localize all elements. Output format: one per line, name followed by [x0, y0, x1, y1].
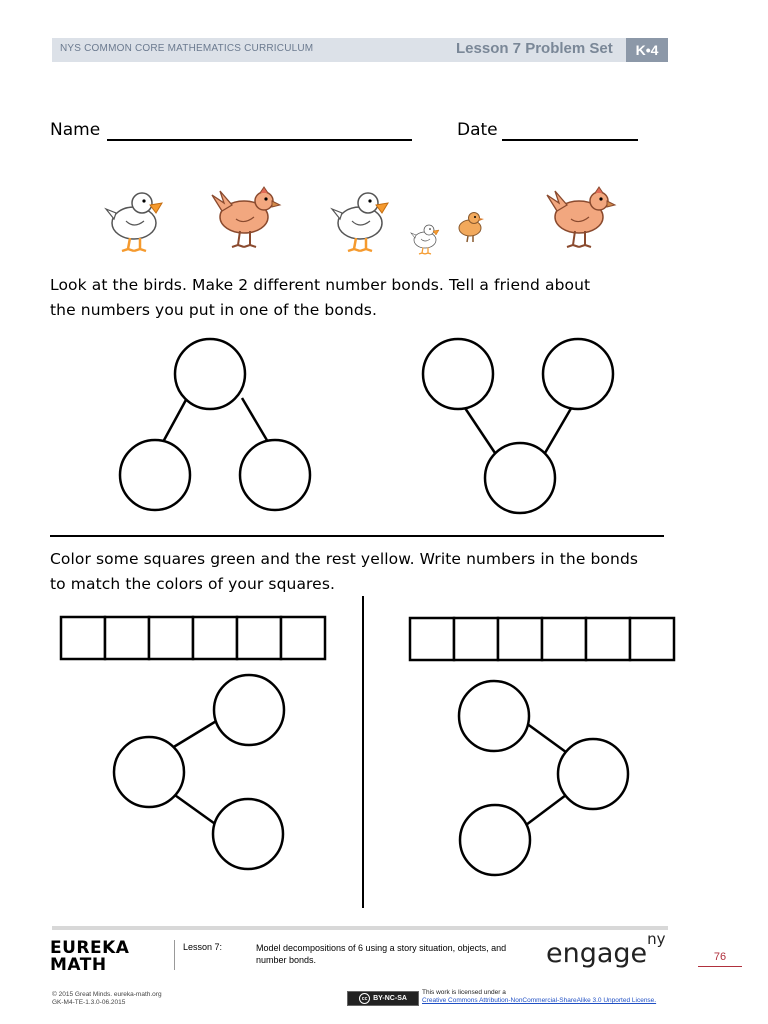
problem2-drawing	[0, 600, 768, 900]
bond-part-circle[interactable]	[240, 440, 310, 510]
engage-text: engage	[546, 938, 648, 969]
color-square[interactable]	[586, 618, 630, 660]
problem2-instruction-line1: Color some squares green and the rest yellow. Write numbers in the bonds	[50, 550, 639, 568]
problem1-instruction-line1: Look at the birds. Make 2 different number bonds. Tell a friend about	[50, 276, 591, 294]
date-label: Date	[457, 120, 498, 140]
engage-sup: ny	[647, 930, 666, 948]
duck-1-icon	[106, 193, 162, 251]
footer-divider	[174, 940, 175, 970]
hen-1-icon	[212, 187, 280, 247]
bond-line	[172, 720, 218, 748]
logo-line2: MATH	[50, 955, 107, 975]
cc-license-badge	[347, 991, 419, 1006]
curriculum-title: NYS COMMON CORE MATHEMATICS CURRICULUM	[60, 43, 314, 54]
duckling-icon	[411, 225, 439, 254]
footer-rule	[52, 926, 668, 930]
problem1-bonds	[0, 330, 768, 520]
number-bond-3	[114, 675, 284, 869]
color-square[interactable]	[542, 618, 586, 660]
lesson-title: Lesson 7 Problem Set	[456, 40, 613, 57]
bond-line	[526, 723, 570, 755]
bond-line	[172, 793, 218, 826]
page-number-underline	[698, 966, 742, 967]
bond-part-circle[interactable]	[120, 440, 190, 510]
license-link[interactable]: Creative Commons Attribution-NonCommercial-ShareAlike 3.0 Unported License.	[422, 997, 657, 1004]
name-label: Name	[50, 120, 101, 140]
bond-line	[545, 405, 573, 453]
bond-part-circle[interactable]	[213, 799, 283, 869]
grade-module-badge: K•4	[626, 38, 668, 62]
copyright-line2: GK-M4-TE-1.3.0-06.2015	[52, 999, 126, 1006]
bond-whole-circle[interactable]	[558, 739, 628, 809]
bond-line	[242, 398, 268, 442]
bond-part-circle[interactable]	[423, 339, 493, 409]
color-square[interactable]	[281, 617, 325, 659]
cc-badge-text: BY-NC-SA	[373, 995, 407, 1002]
color-square[interactable]	[193, 617, 237, 659]
birds-illustration	[0, 175, 768, 260]
color-square[interactable]	[630, 618, 674, 660]
color-square[interactable]	[237, 617, 281, 659]
color-square[interactable]	[454, 618, 498, 660]
chick-icon	[459, 213, 484, 243]
logo-line1: EUREKA	[50, 938, 130, 958]
number-bond-2	[423, 339, 613, 513]
date-field[interactable]	[502, 139, 638, 141]
number-bond-4	[459, 681, 628, 875]
lesson-description: Model decompositions of 6 using a story situation, objects, and number bonds.	[256, 943, 507, 965]
color-square[interactable]	[149, 617, 193, 659]
hen-2-icon	[547, 187, 615, 247]
problem2-instruction-line2: to match the colors of your squares.	[50, 575, 336, 593]
color-square[interactable]	[410, 618, 454, 660]
color-square[interactable]	[498, 618, 542, 660]
bond-part-circle[interactable]	[543, 339, 613, 409]
color-square[interactable]	[105, 617, 149, 659]
square-strip-right	[410, 618, 674, 660]
bond-line	[163, 398, 187, 442]
copyright-line1: © 2015 Great Minds. eureka-math.org	[52, 991, 162, 998]
bond-whole-circle[interactable]	[485, 443, 555, 513]
eureka-math-logo	[50, 940, 129, 974]
duck-2-icon	[332, 193, 388, 251]
cc-icon: cc	[359, 993, 370, 1004]
bond-whole-circle[interactable]	[114, 737, 184, 807]
license-text: This work is licensed under a	[422, 989, 506, 996]
copyright	[52, 991, 162, 1007]
engageny-logo	[546, 930, 666, 969]
square-strip-left	[61, 617, 325, 659]
lesson-ref: Lesson 7:	[183, 942, 223, 952]
section-divider	[50, 535, 664, 537]
page-number: 76	[713, 951, 727, 963]
bond-part-circle[interactable]	[214, 675, 284, 745]
bond-line	[463, 405, 495, 453]
number-bond-1	[120, 339, 310, 510]
name-field[interactable]	[107, 139, 412, 141]
problem1-instruction-line2: the numbers you put in one of the bonds.	[50, 301, 377, 319]
bond-part-circle[interactable]	[460, 805, 530, 875]
bond-whole-circle[interactable]	[175, 339, 245, 409]
color-square[interactable]	[61, 617, 105, 659]
bond-line	[526, 792, 570, 825]
bond-part-circle[interactable]	[459, 681, 529, 751]
